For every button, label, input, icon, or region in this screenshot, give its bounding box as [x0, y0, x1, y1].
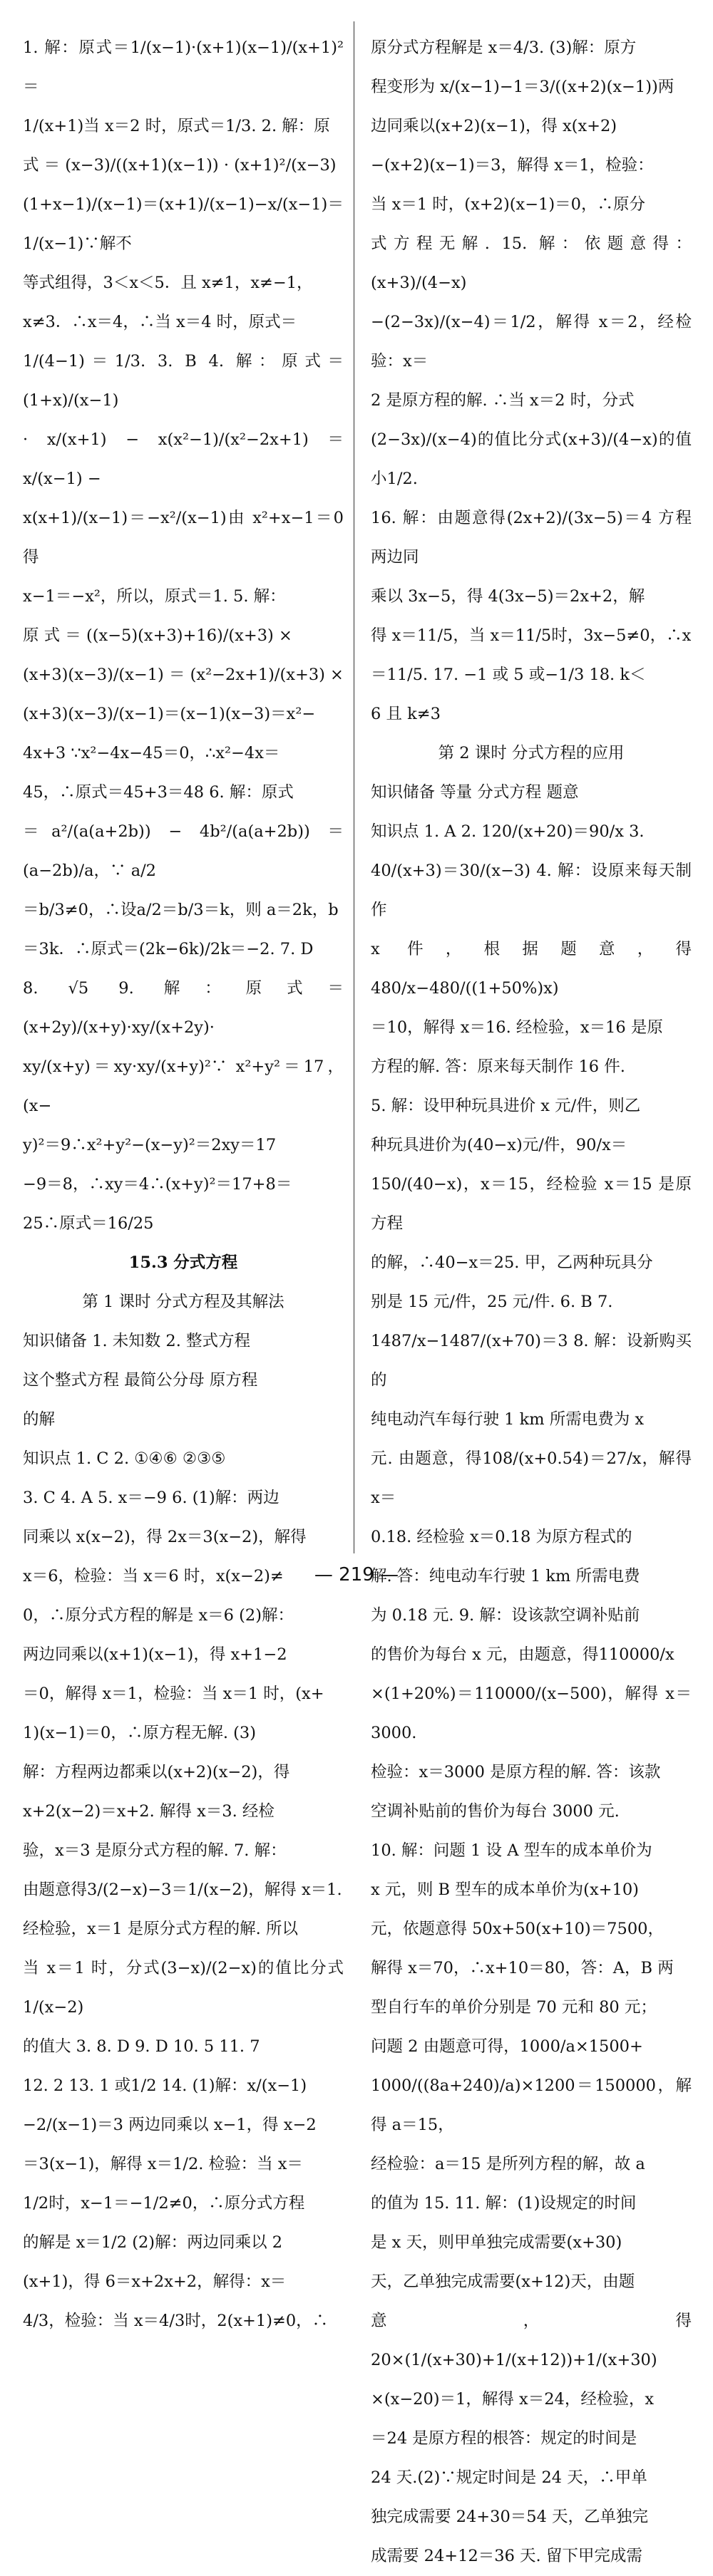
answer-line: ×(1+20%)＝110000/(x−500)，解得 x＝3000. — [371, 1685, 692, 1742]
answer-line: 的解 — [23, 1410, 56, 1429]
answer-line: 为 0.18 元. 9. 解：设该款空调补贴前 — [371, 1606, 640, 1625]
answer-line: ＝0，解得 x＝1，检验：当 x＝1 时，(x+ — [23, 1685, 324, 1703]
answer-line: (x+3)(x−3)/(x−1)＝(x−1)(x−3)＝x²− — [23, 705, 316, 723]
answer-line: 种玩具进价为(40−x)元/件，90/x＝ — [371, 1136, 627, 1154]
answer-line: 知识点 1. C 2. ①④⑥ ②③⑤ — [23, 1449, 226, 1468]
answer-line: 乘以 3x−5，得 4(3x−5)＝2x+2，解 — [371, 587, 645, 606]
answer-line: 方程的解. 答：原来每天制作 16 件. — [371, 1057, 625, 1076]
answer-line: 当 x＝1 时，分式(3−x)/(2−x)的值比分式1/(x−2) — [23, 1959, 344, 2017]
answer-line: 解：方程两边都乘以(x+2)(x−2)，得 — [23, 1763, 290, 1781]
answer-line: ×(x−20)＝1，解得 x＝24，经检验，x — [371, 2390, 655, 2409]
answer-line: 验，x＝3 是原分式方程的解. 7. 解： — [23, 1841, 287, 1860]
answer-line: 是 x 天，则甲单独完成需要(x+30) — [371, 2233, 622, 2252]
answer-line: 5. 解：设甲种玩具进价 x 元/件，则乙 — [371, 1097, 641, 1115]
answer-line: 边同乘以(x+2)(x−1)，得 x(x+2) — [371, 117, 617, 135]
page-number: — 219 — — [314, 1564, 399, 1586]
answer-line: 4x+3 ∵x²−4x−45＝0，∴x²−4x＝ — [23, 744, 280, 762]
answer-line: ＝b/3≠0，∴设a/2＝b/3＝k，则 a＝2k，b — [23, 901, 339, 919]
answer-line: 1487/x−1487/(x+70)＝3 8. 解：设新购买的 — [371, 1332, 692, 1390]
answer-line: −2/(x−1)＝3 两边同乘以 x−1，得 x−2 — [23, 2116, 317, 2134]
answer-line: 当 x＝1 时，(x+2)(x−1)＝0，∴原分 — [371, 195, 645, 214]
answer-line: 150/(40−x)，x＝15，经检验 x＝15 是原方程 — [371, 1175, 692, 1233]
answer-line: 经检验，x＝1 是原分式方程的解. 所以 — [23, 1920, 298, 1938]
answer-line: x+2(x−2)＝x+2. 解得 x＝3. 经检 — [23, 1802, 275, 1821]
answer-line: 10. 解：问题 1 设 A 型车的成本单价为 — [371, 1841, 652, 1860]
answer-line: (1+x−1)/(x−1)＝(x+1)/(x−1)−x/(x−1)＝1/(x−1)∵解不 — [23, 195, 344, 253]
answer-line: (x+3)(x−3)/(x−1) ＝ (x²−2x+1)/(x+3) × — [23, 666, 344, 684]
answer-line: 1000/((8a+240)/a)×1200＝150000，解得 a＝15， — [371, 2076, 692, 2134]
answer-line: 知识储备 1. 未知数 2. 整式方程 — [23, 1332, 251, 1350]
answer-line: −(x+2)(x−1)＝3，解得 x＝1，检验： — [371, 156, 654, 175]
answer-line: 的值大 3. 8. D 9. D 10. 5 11. 7 — [23, 2037, 260, 2056]
answer-line: 元，依题意得 50x+50(x+10)＝7500， — [371, 1920, 664, 1938]
answer-line: 这个整式方程 最简公分母 原方程 — [23, 1371, 258, 1390]
answer-line: −(2−3x)/(x−4)＝1/2，解得 x＝2，经检验：x＝ — [371, 313, 692, 371]
answer-line: 8. √5 9. 解：原式＝(x+2y)/(x+y)·xy/(x+2y)· — [23, 979, 344, 1037]
answer-line: 元. 由题意，得108/(x+0.54)＝27/x，解得 x＝ — [371, 1449, 692, 1507]
answer-line: 独完成需要 24+30＝54 天，乙单独完 — [371, 2508, 649, 2526]
answer-line: x 元，则 B 型车的成本单价为(x+10) — [371, 1881, 639, 1899]
answer-line: ＝11/5. 17. −1 或 5 或−1/3 18. k＜ — [371, 666, 646, 684]
answer-line: 25∴原式＝16/25 — [23, 1214, 154, 1233]
answer-line: 式 ＝ (x−3)/((x+1)(x−1)) · (x+1)²/(x−3) — [23, 156, 337, 175]
answer-line: −9＝8，∴xy＝4∴(x+y)²＝17+8＝ — [23, 1175, 292, 1194]
answer-line: ＝24 是原方程的根答：规定的时间是 — [371, 2429, 637, 2448]
answer-line: 经检验：a＝15 是所列方程的解，故 a — [371, 2155, 645, 2173]
answer-line: 解得 x＝70，∴x+10＝80，答：A，B 两 — [371, 1959, 674, 1977]
answer-line: 16. 解：由题意得(2x+2)/(3x−5)＝4 方程两边同 — [371, 509, 692, 567]
answer-line: · x/(x+1) − x(x²−1)/(x²−2x+1) ＝ x/(x−1) − — [23, 430, 344, 488]
section-title: 15.3 分式方程 — [128, 1253, 238, 1272]
answer-line: 的售价为每台 x 元，由题意，得110000/x — [371, 1645, 674, 1664]
right-column — [371, 29, 692, 2576]
answer-line: 原分式方程解是 x＝4/3. (3)解：原方 — [371, 38, 637, 57]
answer-line: x≠3．∴x＝4，∴当 x＝4 时，原式＝ — [23, 313, 297, 331]
answer-line: 6 且 k≠3 — [371, 705, 441, 723]
answer-line: 1/2时，x−1＝−1/2≠0，∴原分式方程 — [23, 2194, 305, 2213]
answer-line: 成需要 24+12＝36 天. 留下甲完成需 — [371, 2547, 642, 2565]
answer-line: 解. 答：纯电动车行驶 1 km 所需电费 — [371, 1567, 640, 1586]
answer-line: 1/(4−1)＝1/3. 3. B 4. 解：原式＝(1+x)/(x−1) — [23, 352, 344, 410]
answer-line: 别是 15 元/件，25 元/件. 6. B 7. — [371, 1293, 613, 1311]
answer-line: x 件，根据题意，得480/x−480/((1+50%)x) — [371, 940, 692, 998]
answer-line: 的值为 15. 11. 解：(1)设规定的时间 — [371, 2194, 637, 2213]
answer-line: 45，∴原式＝45+3＝48 6. 解：原式 — [23, 783, 294, 802]
left-column — [23, 29, 344, 2341]
answer-line: 1/(x+1)当 x＝2 时，原式＝1/3. 2. 解：原 — [23, 117, 330, 135]
answer-line: 知识储备 等量 分式方程 题意 — [371, 783, 579, 802]
answer-line: 同乘以 x(x−2)，得 2x＝3(x−2)，解得 — [23, 1528, 307, 1546]
answer-line: 2 是原方程的解. ∴当 x＝2 时，分式 — [371, 391, 635, 410]
answer-line: ＝a²/(a(a+2b)) − 4b²/(a(a+2b)) ＝ (a−2b)/a，∵ a/2 — [23, 822, 344, 880]
answer-line: 问题 2 由题意可得，1000/a×1500+ — [371, 2037, 643, 2056]
subsection-title: 第 1 课时 分式方程及其解法 — [82, 1293, 284, 1311]
answer-line: 0.18. 经检验 x＝0.18 为原方程式的 — [371, 1528, 632, 1546]
answer-line: 12. 2 13. 1 或1/2 14. (1)解：x/(x−1) — [23, 2076, 307, 2095]
answer-line: (2−3x)/(x−4)的值比分式(x+3)/(4−x)的值小1/2. — [371, 430, 692, 488]
answer-line: y)²＝9∴x²+y²−(x−y)²＝2xy＝17 — [23, 1136, 277, 1154]
answer-line: 等式组得，3＜x＜5．且 x≠1，x≠−1， — [23, 274, 313, 292]
answer-line: 的解是 x＝1/2 (2)解：两边同乘以 2 — [23, 2233, 283, 2252]
answer-line: 1. 解：原式＝1/(x−1)·(x+1)(x−1)/(x+1)²＝ — [23, 38, 344, 96]
answer-line: 由题意得3/(2−x)−3＝1/(x−2)，解得 x＝1. — [23, 1881, 342, 1899]
answer-line: 型自行车的单价分别是 70 元和 80 元； — [371, 1998, 657, 2017]
answer-line: ＝3k．∴原式＝(2k−6k)/2k＝−2. 7. D — [23, 940, 314, 958]
answer-line: 0，∴原分式方程的解是 x＝6 (2)解： — [23, 1606, 294, 1625]
answer-line: 纯电动汽车每行驶 1 km 所需电费为 x — [371, 1410, 645, 1429]
section2-title: 第 2 课时 分式方程的应用 — [438, 744, 625, 762]
answer-line: 程变形为 x/(x−1)−1＝3/((x+2)(x−1))两 — [371, 78, 674, 96]
answer-line: 3. C 4. A 5. x＝−9 6. (1)解：两边 — [23, 1489, 279, 1507]
answer-line: 原 式 ＝ ((x−5)(x+3)+16)/(x+3) × — [23, 626, 292, 645]
answer-line: 检验：x＝3000 是原方程的解. 答：该款 — [371, 1763, 661, 1781]
answer-line: x−1＝−x²，所以，原式＝1. 5. 解： — [23, 587, 286, 606]
answer-line: 的解，∴40−x＝25. 甲，乙两种玩具分 — [371, 1253, 653, 1272]
answer-line: 天，乙单独完成需要(x+12)天，由题 — [371, 2272, 635, 2291]
answer-line: xy/(x+y)＝xy·xy/(x+y)²∵ x²+y²＝17，(x− — [23, 1057, 344, 1115]
answer-line: 24 天.(2)∵规定时间是 24 天，∴甲单 — [371, 2468, 647, 2487]
answer-line: 得 x＝11/5，当 x＝11/5时，3x−5≠0，∴x — [371, 626, 692, 645]
answer-line: 空调补贴前的售价为每台 3000 元. — [371, 1802, 620, 1821]
answer-line: 意，得 20×(1/(x+30)+1/(x+12))+1/(x+30) — [371, 2312, 692, 2369]
answer-line: 两边同乘以(x+1)(x−1)，得 x+1−2 — [23, 1645, 287, 1664]
answer-line: ＝3(x−1)，解得 x＝1/2. 检验：当 x＝ — [23, 2155, 303, 2173]
answer-line: ＝10，解得 x＝16. 经检验，x＝16 是原 — [371, 1018, 663, 1037]
answer-line: x(x+1)/(x−1)＝−x²/(x−1)由 x²+x−1＝0 得 — [23, 509, 344, 567]
answer-line: 40/(x+3)＝30/(x−3) 4. 解：设原来每天制作 — [371, 862, 692, 919]
answer-line: 式方程无解. 15. 解：依题意得：(x+3)/(4−x) — [371, 234, 692, 292]
answer-line: x＝6，检验：当 x＝6 时，x(x−2)≠ — [23, 1567, 284, 1586]
answer-line: 1)(x−1)＝0，∴原方程无解. (3) — [23, 1724, 256, 1742]
answer-line: 4/3，检验：当 x＝4/3时，2(x+1)≠0，∴ — [23, 2312, 329, 2330]
answer-line: (x+1)，得 6＝x+2x+2，解得：x＝ — [23, 2272, 287, 2291]
answer-line: 知识点 1. A 2. 120/(x+20)＝90/x 3. — [371, 822, 645, 841]
